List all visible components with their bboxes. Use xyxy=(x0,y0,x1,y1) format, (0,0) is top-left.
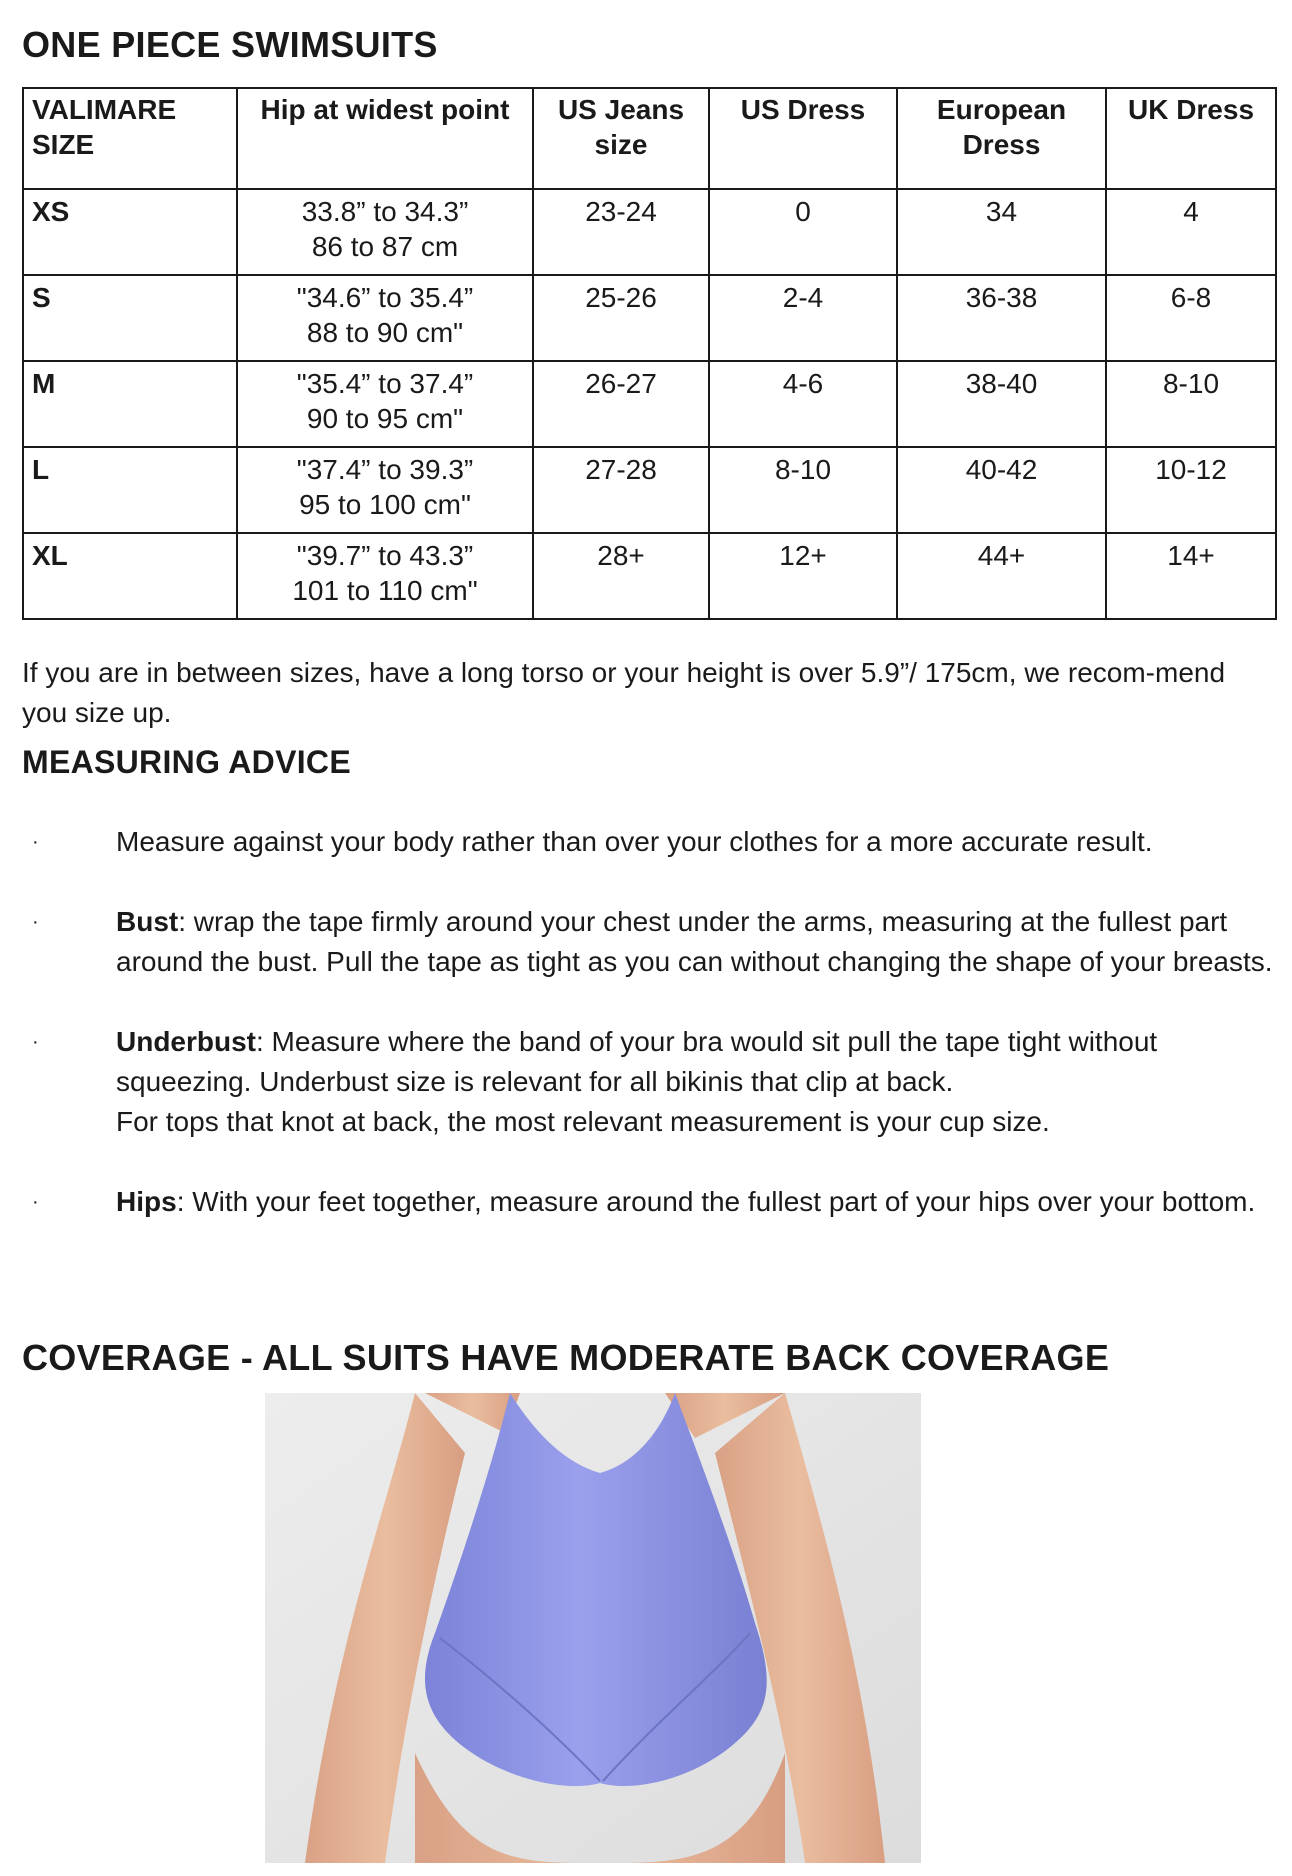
european-dress-cell: 36-38 xyxy=(897,275,1106,361)
hip-cm: 101 to 110 cm" xyxy=(292,575,478,606)
table-row xyxy=(23,189,1276,275)
uk-dress-cell: 8-10 xyxy=(1106,361,1276,447)
european-dress-cell: 44+ xyxy=(897,533,1106,619)
size-cell: M xyxy=(23,361,237,447)
uk-dress-cell: 10-12 xyxy=(1106,447,1276,533)
us-dress-cell: 0 xyxy=(709,189,897,275)
us-jeans-cell: 25-26 xyxy=(533,275,709,361)
advice-text: Measure against your body rather than over your clothes for a more accurate result. xyxy=(116,826,1153,857)
advice-item-general xyxy=(22,822,1282,862)
us-jeans-cell: 27-28 xyxy=(533,447,709,533)
size-up-note: If you are in between sizes, have a long torso or your height is over 5.9”/ 175cm, we recom-mend you size up. xyxy=(22,657,1226,728)
us-dress-cell: 2-4 xyxy=(709,275,897,361)
bullet-icon: · xyxy=(32,911,39,933)
size-table xyxy=(22,87,1277,620)
hip-cm: 86 to 87 cm xyxy=(311,231,459,262)
table-row xyxy=(23,275,1276,361)
back-coverage-photo xyxy=(265,1393,921,1863)
uk-dress-cell: 6-8 xyxy=(1106,275,1276,361)
bullet-icon: · xyxy=(32,1031,39,1053)
table-row xyxy=(23,533,1276,619)
hip-cm: 90 to 95 cm" xyxy=(306,403,464,434)
advice-label: Bust xyxy=(116,906,179,937)
hip-inches: "35.4” to 37.4” xyxy=(296,368,474,399)
advice-text: : Measure where the band of your bra would sit pull the tape tight without squeezing. Underbust size is relevant for all bikinis that clip at back. xyxy=(116,1026,1158,1097)
size-cell: S xyxy=(23,275,237,361)
header-us-jeans: US Jeans size xyxy=(533,88,709,189)
size-cell: XL xyxy=(23,533,237,619)
advice-item-bust xyxy=(22,902,1282,982)
table-header-row xyxy=(23,88,1276,189)
hip-cell xyxy=(237,189,533,275)
advice-item-hips xyxy=(22,1182,1282,1222)
advice-label: Underbust xyxy=(116,1026,256,1057)
advice-text-continued: For tops that knot at back, the most relevant measurement is your cup size. xyxy=(116,1106,1050,1137)
us-dress-cell: 8-10 xyxy=(709,447,897,533)
hip-inches: 33.8” to 34.3” xyxy=(301,196,469,227)
hip-cell xyxy=(237,361,533,447)
hip-cm: 95 to 100 cm" xyxy=(299,489,471,520)
hip-inches: "39.7” to 43.3” xyxy=(296,540,474,571)
hip-cell xyxy=(237,447,533,533)
coverage-title: COVERAGE - ALL SUITS HAVE MODERATE BACK COVERAGE xyxy=(22,1337,1110,1378)
bullet-icon: · xyxy=(32,831,39,853)
advice-label: Hips xyxy=(116,1186,177,1217)
advice-item-underbust xyxy=(22,1022,1282,1142)
european-dress-cell: 40-42 xyxy=(897,447,1106,533)
hip-cm: 88 to 90 cm" xyxy=(306,317,464,348)
bullet-icon: · xyxy=(32,1191,39,1213)
table-row xyxy=(23,361,1276,447)
size-cell: L xyxy=(23,447,237,533)
us-dress-cell: 4-6 xyxy=(709,361,897,447)
uk-dress-cell: 4 xyxy=(1106,189,1276,275)
table-row xyxy=(23,447,1276,533)
advice-text: : wrap the tape firmly around your chest under the arms, measuring at the fullest part around the bust. Pull the tape as tight as you can without changing the shape of your breasts. xyxy=(116,906,1273,977)
header-hip: Hip at widest point xyxy=(237,88,533,189)
hip-cell xyxy=(237,275,533,361)
header-us-dress: US Dress xyxy=(709,88,897,189)
us-dress-cell: 12+ xyxy=(709,533,897,619)
uk-dress-cell: 14+ xyxy=(1106,533,1276,619)
advice-list xyxy=(22,822,1282,1262)
measuring-advice-title: MEASURING ADVICE xyxy=(22,744,351,780)
header-valimare-size: VALIMARE SIZE xyxy=(23,88,237,189)
hip-inches: "34.6” to 35.4” xyxy=(296,282,474,313)
size-cell: XS xyxy=(23,189,237,275)
european-dress-cell: 34 xyxy=(897,189,1106,275)
us-jeans-cell: 28+ xyxy=(533,533,709,619)
us-jeans-cell: 26-27 xyxy=(533,361,709,447)
us-jeans-cell: 23-24 xyxy=(533,189,709,275)
header-uk-dress: UK Dress xyxy=(1106,88,1276,189)
hip-cell xyxy=(237,533,533,619)
header-european-dress: European Dress xyxy=(897,88,1106,189)
swimsuit-illustration xyxy=(265,1393,921,1863)
advice-text: : With your feet together, measure around the fullest part of your hips over your bottom. xyxy=(176,1186,1256,1217)
one-piece-title: ONE PIECE SWIMSUITS xyxy=(22,24,438,65)
hip-inches: "37.4” to 39.3” xyxy=(296,454,474,485)
european-dress-cell: 38-40 xyxy=(897,361,1106,447)
